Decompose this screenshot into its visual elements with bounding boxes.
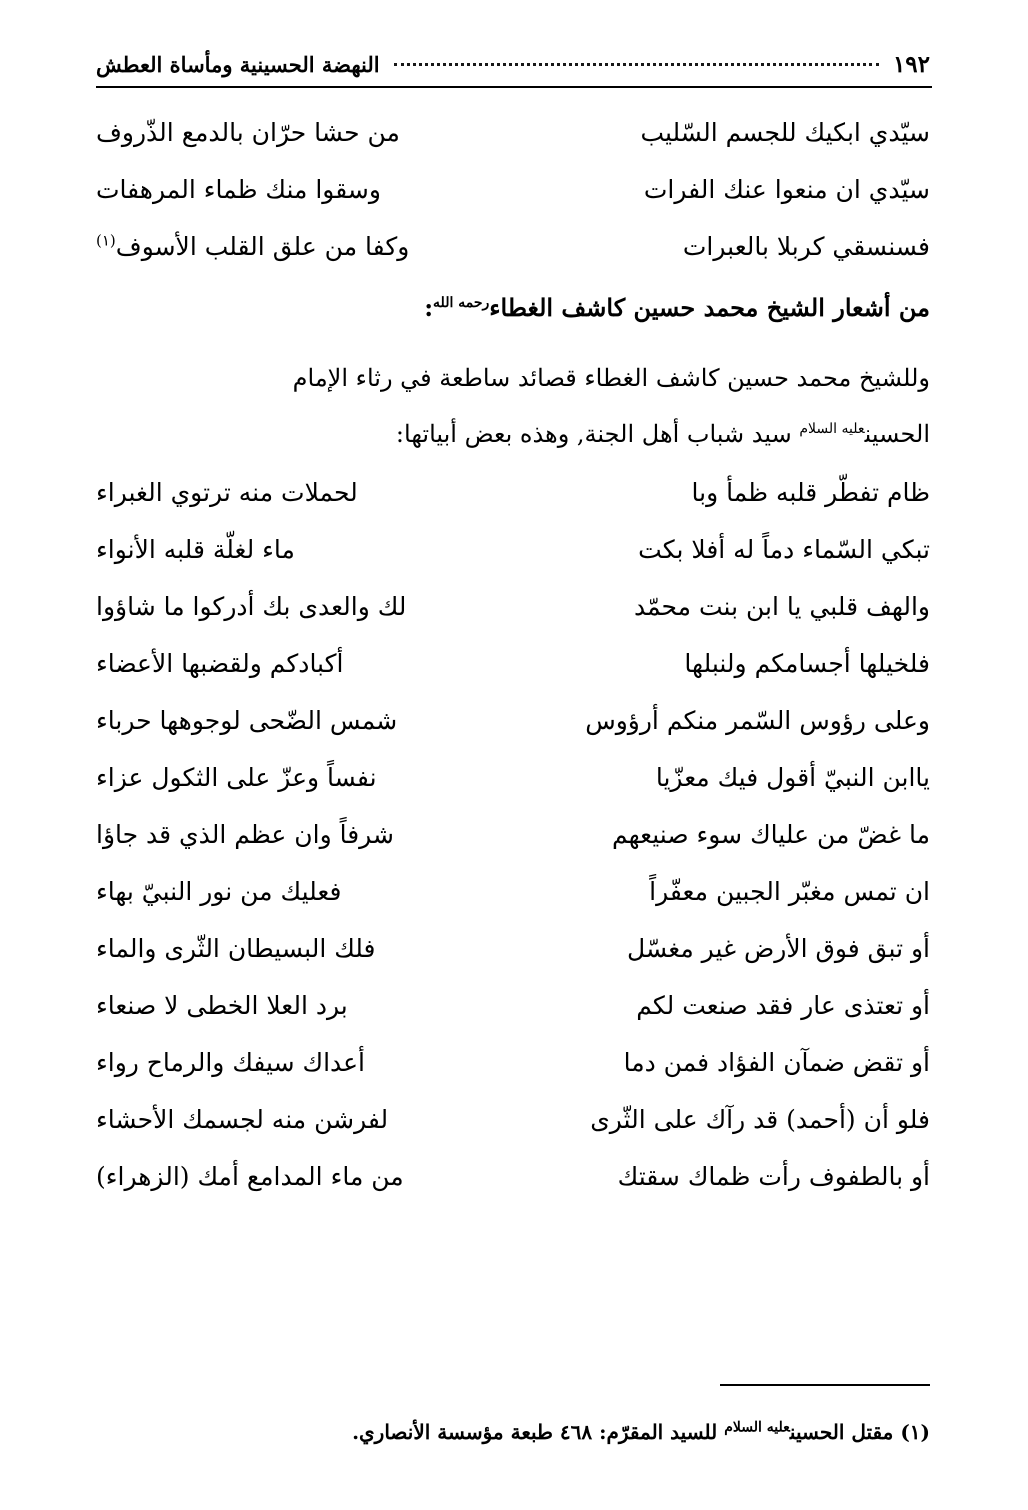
hemistich-first: فسنسقي كربلا بالعبرات	[682, 232, 930, 261]
hemistich-first: والهف قلبي يا ابن بنت محمّد	[633, 592, 930, 621]
hemistich-second: لحملات منه ترتوي الغبراء	[96, 478, 358, 507]
hemistich-first: أو بالطفوف رأت ظماك سقتك	[617, 1162, 930, 1191]
hemistich-second: شرفاً وان عظم الذي قد جاؤا	[96, 820, 394, 849]
hemistich-first: أو تبق فوق الأرض غير مغسّل	[627, 934, 930, 963]
section-heading	[96, 288, 930, 328]
footnote-text-start: (١) مقتل الحسين	[789, 1420, 930, 1444]
hemistich-first: فلو أن (أحمد) قد رآك على الثّرى	[590, 1105, 930, 1134]
hemistich-second: نفساً وعزّ على الثكول عزاء	[96, 763, 377, 792]
verse	[96, 920, 930, 977]
hemistich-second: لك والعدى بك أدركوا ما شاؤوا	[96, 592, 407, 621]
honorific-glyph: عليه السلام	[799, 421, 865, 437]
running-title: النهضة الحسينية ومأساة العطش	[96, 51, 380, 77]
footnote-rule	[720, 1384, 930, 1386]
verse	[96, 863, 930, 920]
hemistich-first: ظام تفطّر قلبه ظمأ وبا	[691, 478, 930, 507]
verse	[96, 1148, 930, 1205]
hemistich-second	[96, 218, 501, 275]
verse	[96, 464, 930, 521]
intro-line-2-end: سيد شباب أهل الجنة, وهذه بعض أبياتها:	[395, 420, 800, 448]
heading-colon: :	[424, 293, 434, 322]
poem-1	[96, 104, 930, 275]
page-number: ١٩٢	[892, 50, 930, 78]
hemistich-first: سيّدي ان منعوا عنك الفرات	[643, 175, 930, 204]
verse	[96, 977, 930, 1034]
hemistich-second: لفرشن منه لجسمك الأحشاء	[96, 1105, 389, 1134]
hemistich-second: برد العلا الخطى لا صنعاء	[96, 991, 348, 1020]
verse	[96, 1091, 930, 1148]
footnote-marker: (١)	[96, 231, 116, 250]
verse	[96, 806, 930, 863]
verse	[96, 104, 930, 161]
hemistich-first: أو تعتذى عار فقد صنعت لكم	[636, 991, 930, 1020]
intro-line-2	[96, 406, 930, 462]
hemistich-first: وعلى رؤوس السّمر منكم أرؤوس	[585, 706, 930, 735]
verse	[96, 1034, 930, 1091]
honorific-glyph: عليه السلام	[724, 1419, 790, 1436]
hemistich-first: ما غضّ من علياك سوء صنيعهم	[612, 820, 930, 849]
hemistich-first: أو تقض ضمآن الفؤاد فمن دما	[623, 1048, 930, 1077]
section-heading-text: من أشعار الشيخ محمد حسين كاشف الغطاء	[489, 293, 930, 322]
verse	[96, 521, 930, 578]
intro-line-1: وللشيخ محمد حسين كاشف الغطاء قصائد ساطعة في رثاء الإمام	[292, 364, 930, 392]
hemistich-first: تبكي السّماء دماً له أفلا بكت	[638, 535, 930, 564]
hemistich-second: وسقوا منك ظماء المرهفات	[96, 175, 381, 204]
footnote-text-end: للسيد المقرّم: ٤٦٨ طبعة مؤسسة الأنصاري.	[352, 1420, 725, 1444]
hemistich-second: أكبادكم ولقضبها الأعضاء	[96, 649, 344, 678]
hemistich-first: سيّدي ابكيك للجسم السّليب	[640, 118, 930, 147]
hemistich-second: من حشا حرّان بالدمع الذّروف	[96, 118, 400, 147]
hemistich-second: من ماء المدامع أمك (الزهراء)	[96, 1162, 404, 1191]
intro-line-2-start: الحسين	[864, 420, 930, 448]
verse	[96, 161, 930, 218]
verse	[96, 749, 930, 806]
page-header	[96, 44, 930, 84]
footnote	[96, 1414, 930, 1450]
hemistich-first: ان تمس مغبّر الجبين معفّراً	[649, 877, 930, 906]
hemistich-second: أعداك سيفك والرماح رواء	[96, 1048, 366, 1077]
verse	[96, 635, 930, 692]
verse	[96, 218, 930, 275]
hemistich-text: وكفا من علق القلب الأسوف	[115, 232, 410, 261]
intro-paragraph	[96, 350, 930, 462]
header-dot-leader	[394, 63, 879, 66]
hemistich-second: فلك البسيطان الثّرى والماء	[96, 934, 376, 963]
verse	[96, 578, 930, 635]
hemistich-second: شمس الضّحى لوجوهها حرباء	[96, 706, 398, 735]
hemistich-first: ياابن النبيّ أقول فيك معزّيا	[655, 763, 930, 792]
hemistich-first: فلخيلها أجسامكم ولنبلها	[684, 649, 930, 678]
hemistich-second: ماء لغلّة قلبه الأنواء	[96, 535, 295, 564]
verse	[96, 692, 930, 749]
header-rule	[96, 86, 932, 88]
poem-2	[96, 464, 930, 1205]
hemistich-second: فعليك من نور النبيّ بهاء	[96, 877, 342, 906]
honorific-glyph: رحمه الله	[433, 295, 490, 311]
